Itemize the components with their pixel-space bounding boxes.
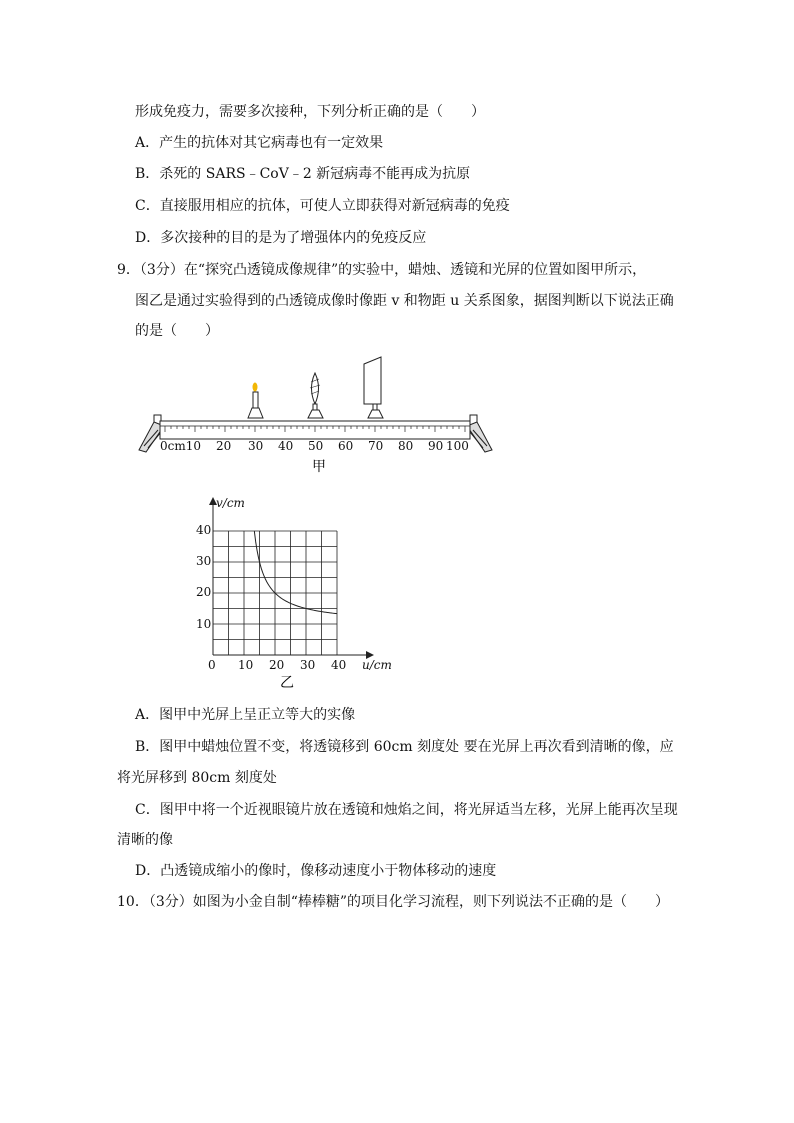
convex-lens [308,373,323,418]
q9-stem-line-1: 9．（3分）在“探究凸透镜成像规律”的实验中，蜡烛、透镜和光屏的位置如图甲所示， [117,262,647,278]
q8-option-d: D．多次接种的目的是为了增强体内的免疫反应 [135,230,427,246]
q8-option-b: B．杀死的 SARS﹣CoV﹣2 新冠病毒不能再成为抗原 [135,166,471,182]
v-axis-label: v/cm [216,496,245,510]
ruler-label-0: 0cm10 [160,439,202,453]
ruler-label-40: 40 [278,439,294,453]
ruler-label-90: 90 [428,439,444,453]
ruler-label-100: 100 [446,439,469,453]
ruler-label-70: 70 [368,439,384,453]
x-tick-30: 30 [300,658,316,672]
u-axis-label: u/cm [362,658,392,672]
q9-option-a: A．图甲中光屏上呈正立等大的实像 [135,707,356,723]
flame-icon [253,383,258,392]
q9-option-b: B．图甲中蜡烛位置不变，将透镜移到 60cm 刻度处 要在光屏上再次看到清晰的像，应 [135,739,674,755]
origin-label: 0 [208,658,216,672]
figure-yi-caption: 乙 [280,675,294,690]
q8-option-c: C．直接服用相应的抗体，可使人立即获得对新冠病毒的免疫 [135,198,510,214]
optical-bench-figure [136,352,496,478]
right-support [467,415,492,452]
image-distance-curve [254,531,337,614]
q8-stem-continuation: 形成免疫力，需要多次接种，下列分析正确的是（ ） [135,104,485,120]
figure-jia-caption: 甲 [312,459,326,475]
q8-option-a: A．产生的抗体对其它病毒也有一定效果 [135,135,384,151]
q9-option-d: D．凸透镜成缩小的像时，像移动速度小于物体移动的速度 [135,863,497,879]
y-tick-20: 20 [196,585,212,599]
ruler-label-60: 60 [338,439,354,453]
ruler-label-30: 30 [248,439,264,453]
ruler-label-20: 20 [216,439,232,453]
ruler-label-50: 50 [308,439,324,453]
light-screen [364,357,383,418]
q10-stem: 10．（3分）如图为小金自制“棒棒糖”的项目化学习流程，则下列说法不正确的是（ ） [117,894,670,910]
q9-stem-line-2: 图乙是通过实验得到的凸透镜成像时像距 v 和物距 u 关系图象，据图判断以下说法正确 [135,293,674,309]
q9-option-c: C．图甲中将一个近视眼镜片放在透镜和烛焰之间，将光屏适当左移，光屏上能再次呈现 [135,802,678,818]
ruler-label-80: 80 [398,439,414,453]
y-tick-40: 40 [196,523,212,537]
q9-option-b-cont: 将光屏移到 80cm 刻度处 [117,770,277,786]
y-tick-10: 10 [196,617,212,631]
x-tick-40: 40 [331,658,347,672]
v-u-graph [190,490,405,690]
candle [248,383,263,419]
x-tick-20: 20 [269,658,285,672]
q9-option-c-cont: 清晰的像 [117,832,173,848]
y-tick-30: 30 [196,554,212,568]
x-tick-10: 10 [238,658,254,672]
q9-stem-line-3: 的是（ ） [135,323,219,339]
